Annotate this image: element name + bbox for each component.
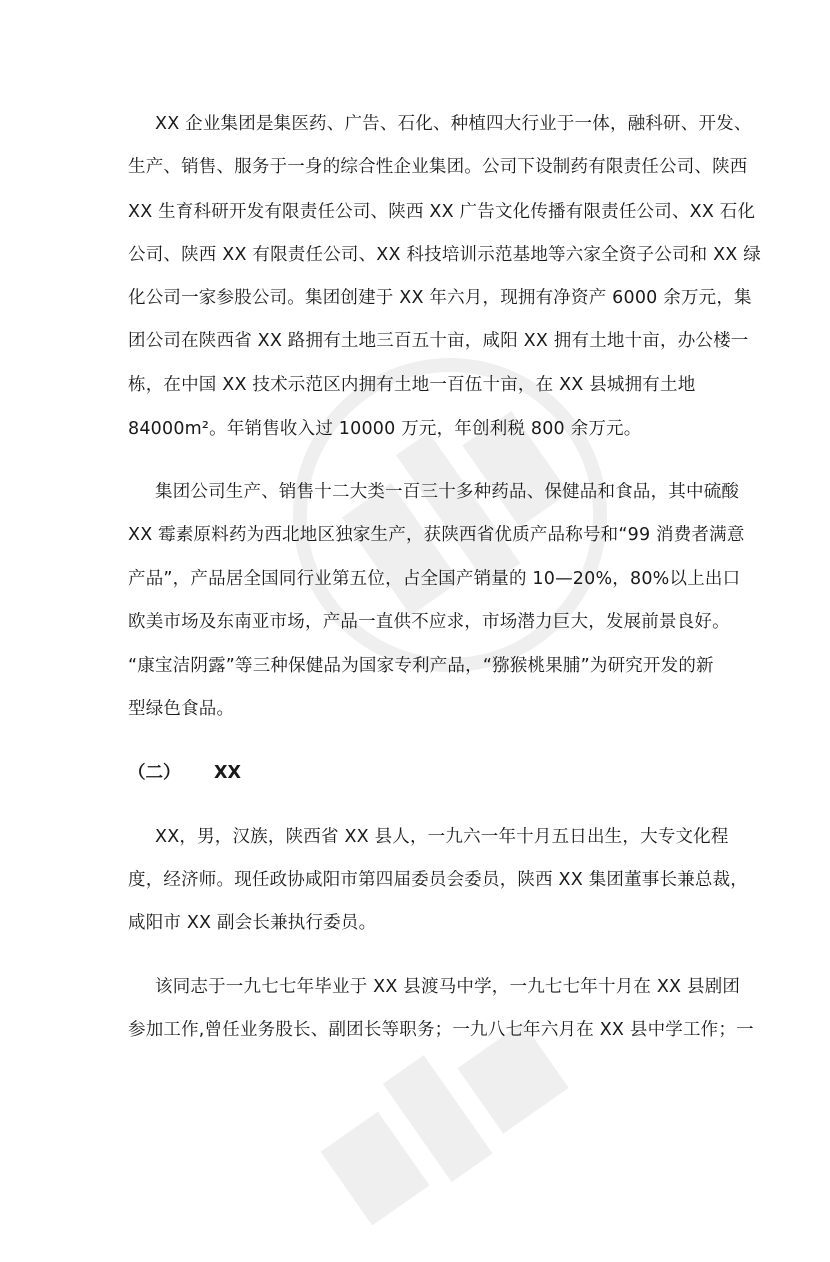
paragraph1-line: XX 生育科研开发有限责任公司、陕西 XX 广告文化传播有限责任公司、XX 石化: [128, 202, 756, 222]
paragraph2-line: “康宝洁阴露”等三种保健品为国家专利产品，“猕猴桃果脯”为研究开发的新: [128, 656, 714, 676]
paragraph1-line: XX 企业集团是集医药、广告、石化、种植四大行业于一体，融科研、开发、: [155, 114, 752, 134]
paragraph1-line: 公司、陕西 XX 有限责任公司、XX 科技培训示范基地等六家全资子公司和 XX 绿: [128, 245, 761, 265]
paragraph1-line: 84000m²。年销售收入过 10000 万元，年创利税 800 余万元。: [128, 419, 642, 439]
paragraph1-line: 栋，在中国 XX 技术示范区内拥有土地一百伍十亩，在 XX 县城拥有土地: [128, 375, 696, 395]
section-number: （二）: [128, 763, 181, 783]
paragraph1-line: 化公司一家参股公司。集团创建于 XX 年六月，现拥有净资产 6000 余万元，集: [128, 288, 752, 308]
paragraph2-line: 型绿色食品。: [128, 699, 235, 719]
paragraph4-line: 参加工作,曾任业务股长、副团长等职务；一九八七年六月在 XX 县中学工作；一: [128, 1020, 754, 1040]
paragraph2-line: XX 霉素原料药为西北地区独家生产，获陕西省优质产品称号和“99 消费者满意: [128, 525, 745, 545]
paragraph1-line: 生产、销售、服务于一身的综合性企业集团。公司下设制药有限责任公司、陕西: [128, 157, 748, 177]
paragraph2-line: 产品”，产品居全国同行业第五位，占全国产销量的 10—20%，80%以上出口: [128, 569, 741, 589]
paragraph1-line: 团公司在陕西省 XX 路拥有土地三百五十亩，咸阳 XX 拥有土地十亩，办公楼一: [128, 331, 749, 351]
paragraph3-line: 咸阳市 XX 副会长兼执行委员。: [128, 913, 377, 933]
section-title: XX: [214, 763, 241, 783]
paragraph3-line: XX，男，汉族，陕西省 XX 县人，一九六一年十月五日出生，大专文化程: [155, 827, 729, 847]
watermark-logo-bottom: [281, 958, 619, 1261]
paragraph3-line: 度，经济师。现任政协咸阳市第四届委员会委员，陕西 XX 集团董事长兼总裁，: [128, 870, 748, 890]
paragraph4-line: 该同志于一九七七年毕业于 XX 县渡马中学，一九七七年十月在 XX 县剧团: [155, 977, 741, 997]
paragraph2-line: 集团公司生产、销售十二大类一百三十多种药品、保健品和食品，其中硫酸: [155, 482, 740, 502]
paragraph2-line: 欧美市场及东南亚市场，产品一直供不应求，市场潜力巨大，发展前景良好。: [128, 612, 730, 632]
